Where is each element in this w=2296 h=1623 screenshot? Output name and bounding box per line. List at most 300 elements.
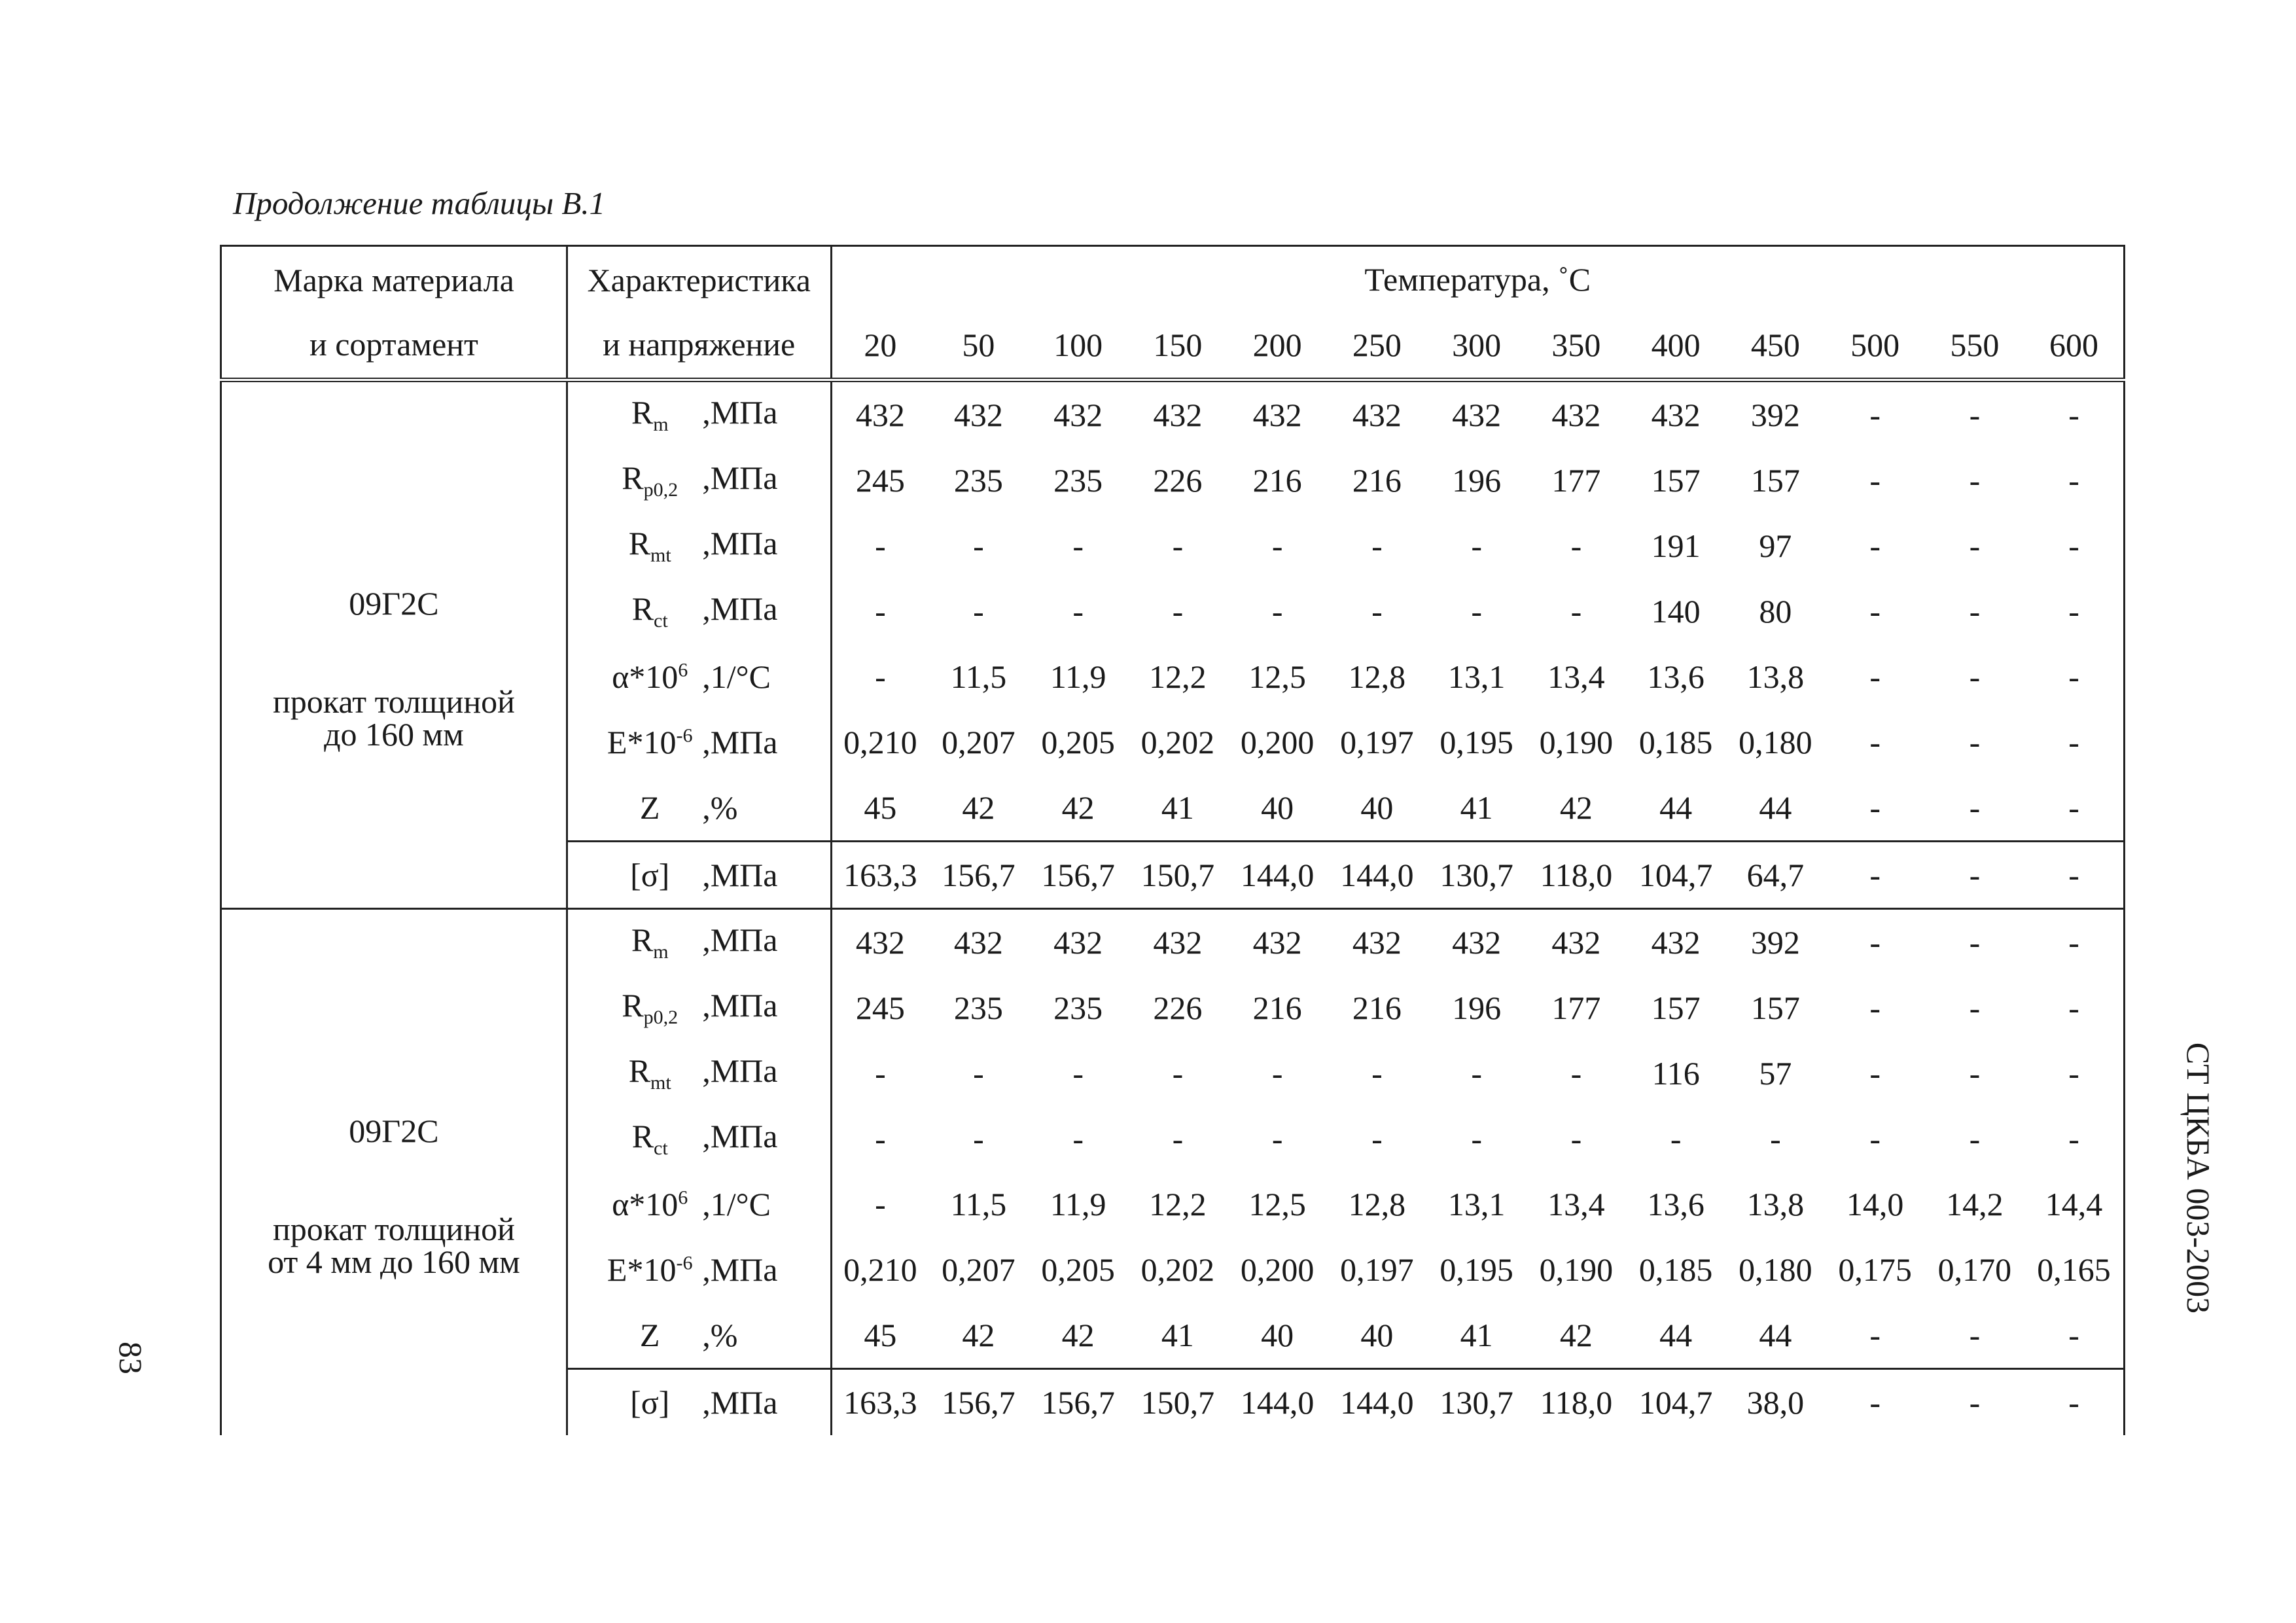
value-cell: - xyxy=(1869,527,1881,564)
value-cell: 12,2 xyxy=(1149,658,1207,695)
property-cell xyxy=(567,1302,831,1369)
property-subscript: mt xyxy=(650,1071,671,1094)
value-cell: - xyxy=(2024,909,2124,976)
value-cell: 14,4 xyxy=(2024,1171,2124,1237)
value-cell: - xyxy=(875,1120,886,1157)
value-cell: 116 xyxy=(1651,1055,1700,1092)
value-cell: 432 xyxy=(928,909,1028,976)
property-symbol-base: α*10 xyxy=(612,658,679,695)
value-cell: - xyxy=(1371,1055,1383,1092)
property-cell xyxy=(567,1171,831,1237)
temperature-cell: 50 xyxy=(928,312,1028,380)
value-cell: - xyxy=(1869,593,1881,630)
property-symbol-base: R xyxy=(631,590,654,627)
value-cell: 235 xyxy=(1053,462,1103,499)
value-cell: 0,205 xyxy=(1041,724,1115,760)
value-cell: - xyxy=(2024,975,2124,1041)
value-cell: - xyxy=(1969,990,1981,1026)
value-cell: 432 xyxy=(1626,909,1725,976)
value-cell: 235 xyxy=(953,990,1003,1026)
value-cell: 216 xyxy=(1252,990,1302,1026)
value-cell: - xyxy=(2024,1369,2124,1436)
property-unit: ,% xyxy=(702,1317,738,1353)
value-cell: - xyxy=(875,658,886,695)
value-cell: 144,0 xyxy=(1227,842,1327,909)
value-cell: - xyxy=(973,593,984,630)
value-cell: 432 xyxy=(1651,397,1701,433)
value-cell: - xyxy=(1869,724,1881,760)
property-symbol-base: R xyxy=(631,1117,654,1154)
value-cell: - xyxy=(2024,1041,2124,1106)
value-cell: 392 xyxy=(1750,397,1800,433)
value-cell: - xyxy=(1271,527,1283,564)
value-cell: - xyxy=(875,1186,886,1222)
property-subscript: mt xyxy=(650,544,671,566)
value-cell: 104,7 xyxy=(1626,1369,1725,1436)
characteristic-header-line1: Характеристика xyxy=(587,262,811,298)
value-cell: 130,7 xyxy=(1427,1369,1527,1436)
value-cell: - xyxy=(1869,658,1881,695)
value-cell: 0,210 xyxy=(843,724,917,760)
value-cell: - xyxy=(2024,1302,2124,1369)
property-subscript: p0,2 xyxy=(643,478,679,501)
property-subscript: ct xyxy=(654,1137,668,1159)
property-symbol xyxy=(597,524,702,566)
value-cell: - xyxy=(1869,789,1881,826)
temperature-cell: 100 xyxy=(1029,312,1128,380)
value-cell: - xyxy=(1869,462,1881,499)
value-cell: 13,8 xyxy=(1746,1186,1805,1222)
property-subscript: m xyxy=(653,413,669,435)
value-cell: 44 xyxy=(1659,1317,1693,1353)
value-cell: - xyxy=(2024,448,2124,513)
value-cell: 392 xyxy=(1725,909,1825,976)
value-cell: 40 xyxy=(1261,1317,1294,1353)
value-cell: - xyxy=(2024,579,2124,644)
temperature-cell: 450 xyxy=(1725,312,1825,380)
value-cell: - xyxy=(1969,593,1981,630)
value-cell: 177 xyxy=(1551,462,1601,499)
value-cell: - xyxy=(2024,775,2124,842)
characteristic-header-line2: и напряжение xyxy=(603,326,796,363)
value-cell: 12,2 xyxy=(1149,1186,1207,1222)
property-symbol-base: E*10 xyxy=(607,1251,677,1288)
value-cell: 144,0 xyxy=(1227,1369,1327,1436)
property-symbol-base: R xyxy=(622,459,644,496)
property-symbol xyxy=(597,859,702,891)
value-cell: - xyxy=(1471,527,1482,564)
property-symbol-base: R xyxy=(622,986,644,1024)
properties-table xyxy=(220,245,2125,1435)
value-cell: - xyxy=(875,593,886,630)
value-cell: - xyxy=(1869,397,1881,433)
property-cell xyxy=(567,448,831,513)
page-number: 83 xyxy=(113,1342,149,1374)
value-cell: - xyxy=(1471,1120,1482,1157)
value-cell: - xyxy=(1570,593,1582,630)
value-cell: 0,180 xyxy=(1739,1251,1812,1288)
value-cell: 44 xyxy=(1759,1317,1792,1353)
property-unit: ,МПа xyxy=(702,986,778,1024)
temperature-cell: 350 xyxy=(1527,312,1626,380)
property-symbol xyxy=(597,461,702,500)
value-cell: 45 xyxy=(864,789,897,826)
property-unit: ,МПа xyxy=(702,1117,778,1154)
value-cell: - xyxy=(875,527,886,564)
value-cell: 432 xyxy=(831,909,928,976)
value-cell: - xyxy=(1072,593,1084,630)
value-cell: - xyxy=(1925,1369,2024,1436)
temperature-cell: 500 xyxy=(1826,312,1925,380)
value-cell: - xyxy=(1471,593,1482,630)
value-cell: 432 xyxy=(1427,909,1527,976)
value-cell: - xyxy=(2024,1106,2124,1171)
material-grade: 09Г2С xyxy=(349,584,439,622)
value-cell: 0,197 xyxy=(1340,1251,1414,1288)
material-header-line1: Марка материала xyxy=(274,262,514,298)
property-symbol-base: Z xyxy=(639,1317,660,1353)
table-caption: Продолжение таблицы В.1 xyxy=(233,185,606,221)
value-cell: - xyxy=(1969,462,1981,499)
property-cell xyxy=(567,842,831,909)
value-cell: 235 xyxy=(1053,990,1103,1026)
value-cell: - xyxy=(875,1055,886,1092)
value-cell: 14,2 xyxy=(1946,1186,2004,1222)
value-cell: 144,0 xyxy=(1327,1369,1426,1436)
property-symbol xyxy=(597,1253,702,1286)
value-cell: 144,0 xyxy=(1327,842,1426,909)
value-cell: - xyxy=(1172,527,1184,564)
value-cell: 156,7 xyxy=(1029,1369,1128,1436)
value-cell: 0,195 xyxy=(1439,724,1513,760)
value-cell: 41 xyxy=(1161,1317,1194,1353)
value-cell: 57 xyxy=(1759,1055,1792,1092)
value-cell: 13,4 xyxy=(1547,658,1605,695)
material-desc-line1: прокат толщиной xyxy=(273,683,515,720)
property-cell xyxy=(567,644,831,709)
value-cell: 104,7 xyxy=(1626,842,1725,909)
property-symbol-base: Z xyxy=(639,789,660,826)
property-cell xyxy=(567,1106,831,1171)
value-cell: 41 xyxy=(1460,789,1493,826)
value-cell: 11,5 xyxy=(950,658,1007,695)
property-unit: ,МПа xyxy=(702,524,778,562)
temperature-cell: 200 xyxy=(1227,312,1327,380)
value-cell: 13,6 xyxy=(1647,658,1704,695)
value-cell: - xyxy=(1570,1055,1582,1092)
value-cell: - xyxy=(1570,527,1582,564)
value-cell: 0,195 xyxy=(1439,1251,1513,1288)
value-cell: 163,3 xyxy=(831,1369,928,1436)
value-cell: - xyxy=(1271,1120,1283,1157)
property-symbol xyxy=(597,660,702,693)
temperature-cell: 150 xyxy=(1128,312,1227,380)
value-cell: - xyxy=(1969,1317,1981,1353)
value-cell: 163,3 xyxy=(831,842,928,909)
value-cell: 80 xyxy=(1759,593,1792,630)
value-cell: 0,197 xyxy=(1340,724,1414,760)
value-cell: 432 xyxy=(1527,909,1626,976)
value-cell: 42 xyxy=(1559,789,1593,826)
header-row-1 xyxy=(221,246,2125,313)
value-cell: 157 xyxy=(1651,462,1701,499)
value-cell: 38,0 xyxy=(1725,1369,1825,1436)
property-symbol xyxy=(597,1319,702,1351)
value-cell: 13,8 xyxy=(1746,658,1805,695)
value-cell: - xyxy=(1172,1055,1184,1092)
value-cell: - xyxy=(1271,1055,1283,1092)
temperature-cell: 250 xyxy=(1327,312,1426,380)
property-symbol-base: R xyxy=(631,921,654,958)
property-unit: ,МПа xyxy=(702,857,778,893)
value-cell: 216 xyxy=(1252,462,1302,499)
value-cell: 432 xyxy=(1327,909,1426,976)
property-unit: ,МПа xyxy=(702,724,778,760)
value-cell: - xyxy=(1969,527,1981,564)
property-cell xyxy=(567,1237,831,1302)
value-cell: 245 xyxy=(855,990,905,1026)
value-cell: 432 xyxy=(1227,909,1327,976)
property-unit: ,МПа xyxy=(702,459,778,496)
value-cell: - xyxy=(1172,593,1184,630)
material-desc-line2: от 4 мм до 160 мм xyxy=(268,1243,520,1280)
property-symbol xyxy=(597,592,702,631)
value-cell: 40 xyxy=(1360,1317,1394,1353)
value-cell: - xyxy=(1670,1120,1682,1157)
value-cell: 0,170 xyxy=(1937,1251,2012,1288)
property-cell xyxy=(567,1369,831,1436)
property-unit: ,МПа xyxy=(702,1052,778,1089)
value-cell: - xyxy=(1471,1055,1482,1092)
value-cell: 235 xyxy=(953,462,1003,499)
value-cell: - xyxy=(2024,380,2124,448)
temperature-cell: 300 xyxy=(1427,312,1527,380)
value-cell: - xyxy=(1925,909,2024,976)
property-symbol-base: [σ] xyxy=(630,1384,670,1421)
material-cell xyxy=(221,909,567,1436)
value-cell: 150,7 xyxy=(1128,1369,1227,1436)
material-desc-line1: прокат толщиной xyxy=(273,1210,515,1247)
value-cell: 150,7 xyxy=(1128,842,1227,909)
value-cell: - xyxy=(973,1120,984,1157)
property-symbol xyxy=(597,726,702,758)
value-cell: - xyxy=(1969,1120,1981,1157)
temperature-header: Температура, ˚С xyxy=(831,246,2124,313)
value-cell: - xyxy=(1770,1120,1781,1157)
property-symbol-base: α*10 xyxy=(612,1186,679,1222)
data-row xyxy=(221,909,2125,976)
property-symbol-base: [σ] xyxy=(630,857,670,893)
property-cell xyxy=(567,380,831,448)
value-cell: - xyxy=(1869,1317,1881,1353)
value-cell: 0,207 xyxy=(942,724,1016,760)
value-cell: - xyxy=(1371,593,1383,630)
material-desc-line2: до 160 мм xyxy=(324,715,464,753)
property-unit: ,МПа xyxy=(702,1384,778,1421)
value-cell: - xyxy=(1869,990,1881,1026)
value-cell: - xyxy=(2024,513,2124,579)
property-unit: ,МПа xyxy=(702,393,778,431)
value-cell: 0,202 xyxy=(1140,1251,1215,1288)
material-grade: 09Г2С xyxy=(349,1112,439,1149)
value-cell: - xyxy=(1072,1055,1084,1092)
value-cell: - xyxy=(1869,1055,1881,1092)
value-cell: - xyxy=(973,1055,984,1092)
value-cell: 0,200 xyxy=(1240,724,1315,760)
property-cell xyxy=(567,709,831,775)
value-cell: 118,0 xyxy=(1527,1369,1626,1436)
value-cell: - xyxy=(1969,397,1981,433)
value-cell: 11,9 xyxy=(1050,1186,1106,1222)
value-cell: 177 xyxy=(1551,990,1601,1026)
property-superscript: -6 xyxy=(676,724,693,747)
property-superscript: -6 xyxy=(676,1252,693,1274)
value-cell: 130,7 xyxy=(1427,842,1527,909)
value-cell: 12,8 xyxy=(1348,658,1406,695)
value-cell: 41 xyxy=(1161,789,1194,826)
property-cell xyxy=(567,909,831,976)
value-cell: 216 xyxy=(1352,990,1402,1026)
value-cell: - xyxy=(973,527,984,564)
property-cell xyxy=(567,975,831,1041)
material-cell xyxy=(221,380,567,909)
value-cell: 432 xyxy=(1352,397,1402,433)
value-cell: 191 xyxy=(1651,527,1701,564)
property-symbol-base: E*10 xyxy=(607,724,677,760)
value-cell: 0,190 xyxy=(1539,1251,1614,1288)
value-cell: 45 xyxy=(864,1317,897,1353)
value-cell: 0,200 xyxy=(1240,1251,1315,1288)
value-cell: - xyxy=(2024,644,2124,709)
value-cell: 12,5 xyxy=(1248,1186,1306,1222)
value-cell: 11,9 xyxy=(1050,658,1106,695)
value-cell: 11,5 xyxy=(950,1186,1007,1222)
property-symbol-base: R xyxy=(628,524,651,562)
property-cell xyxy=(567,775,831,842)
value-cell: - xyxy=(2024,842,2124,909)
value-cell: 140 xyxy=(1651,593,1701,630)
value-cell: 0,185 xyxy=(1638,1251,1713,1288)
value-cell: 42 xyxy=(1559,1317,1593,1353)
value-cell: - xyxy=(1371,527,1383,564)
value-cell: 157 xyxy=(1750,990,1800,1026)
property-superscript: 6 xyxy=(678,1186,688,1209)
property-unit: ,% xyxy=(702,789,738,826)
property-subscript: m xyxy=(653,940,669,963)
value-cell: - xyxy=(1371,1120,1383,1157)
property-symbol xyxy=(597,923,702,962)
value-cell: 432 xyxy=(1153,397,1203,433)
value-cell: 64,7 xyxy=(1725,842,1825,909)
material-header xyxy=(221,246,567,380)
property-symbol xyxy=(597,791,702,824)
value-cell: 12,8 xyxy=(1348,1186,1406,1222)
temperature-cell: 600 xyxy=(2024,312,2124,380)
value-cell: - xyxy=(1969,724,1981,760)
property-symbol xyxy=(597,1054,702,1093)
value-cell: 44 xyxy=(1659,789,1693,826)
value-cell: 0,210 xyxy=(843,1251,917,1288)
value-cell: 432 xyxy=(953,397,1003,433)
value-cell: 226 xyxy=(1153,462,1203,499)
property-subscript: ct xyxy=(654,609,668,632)
value-cell: 432 xyxy=(855,397,905,433)
value-cell: - xyxy=(2024,709,2124,775)
property-cell xyxy=(567,1041,831,1106)
value-cell: 0,190 xyxy=(1539,724,1614,760)
value-cell: 44 xyxy=(1759,789,1792,826)
value-cell: 42 xyxy=(962,1317,995,1353)
temperature-cell: 400 xyxy=(1626,312,1725,380)
value-cell: 97 xyxy=(1759,527,1792,564)
value-cell: 226 xyxy=(1153,990,1203,1026)
property-cell xyxy=(567,513,831,579)
property-symbol-base: R xyxy=(628,1052,651,1089)
property-unit: ,1/°С xyxy=(702,658,771,695)
value-cell: 0,185 xyxy=(1638,724,1713,760)
value-cell: 0,207 xyxy=(942,1251,1016,1288)
property-superscript: 6 xyxy=(678,659,688,681)
property-symbol xyxy=(597,986,702,1028)
value-cell: 157 xyxy=(1750,462,1800,499)
property-cell xyxy=(567,579,831,644)
value-cell: 13,1 xyxy=(1447,658,1506,695)
value-cell: 42 xyxy=(1061,789,1095,826)
property-symbol xyxy=(597,393,702,435)
value-cell: - xyxy=(1172,1120,1184,1157)
material-header-line2: и сортамент xyxy=(309,326,478,363)
value-cell: 13,1 xyxy=(1447,1186,1506,1222)
value-cell: 118,0 xyxy=(1527,842,1626,909)
value-cell: - xyxy=(1969,789,1981,826)
value-cell: 432 xyxy=(1053,397,1103,433)
property-symbol xyxy=(597,1117,702,1159)
value-cell: 432 xyxy=(1128,909,1227,976)
value-cell: 42 xyxy=(1061,1317,1095,1353)
value-cell: - xyxy=(1869,1120,1881,1157)
property-symbol-base: R xyxy=(631,393,654,431)
value-cell: 40 xyxy=(1261,789,1294,826)
value-cell: 196 xyxy=(1452,990,1502,1026)
value-cell: - xyxy=(1072,1120,1084,1157)
value-cell: - xyxy=(1271,593,1283,630)
value-cell: 196 xyxy=(1452,462,1502,499)
property-unit: ,1/°С xyxy=(702,1186,771,1222)
value-cell: 156,7 xyxy=(1029,842,1128,909)
property-unit: ,МПа xyxy=(702,921,778,958)
value-cell: - xyxy=(1570,1120,1582,1157)
value-cell: 12,5 xyxy=(1248,658,1306,695)
value-cell: 42 xyxy=(962,789,995,826)
value-cell: 432 xyxy=(1551,397,1601,433)
value-cell: - xyxy=(1826,909,1925,976)
value-cell: 216 xyxy=(1352,462,1402,499)
value-cell: 13,4 xyxy=(1547,1186,1605,1222)
value-cell: - xyxy=(1925,842,2024,909)
value-cell: - xyxy=(1826,842,1925,909)
property-symbol xyxy=(597,1188,702,1221)
value-cell: 0,165 xyxy=(2024,1237,2124,1302)
value-cell: 156,7 xyxy=(928,842,1028,909)
value-cell: 0,180 xyxy=(1739,724,1812,760)
value-cell: 0,175 xyxy=(1838,1251,1912,1288)
value-cell: 432 xyxy=(1452,397,1502,433)
value-cell: 40 xyxy=(1360,789,1394,826)
property-symbol xyxy=(597,1386,702,1419)
property-unit: ,МПа xyxy=(702,1251,778,1288)
value-cell: 13,6 xyxy=(1647,1186,1704,1222)
value-cell: 156,7 xyxy=(928,1369,1028,1436)
